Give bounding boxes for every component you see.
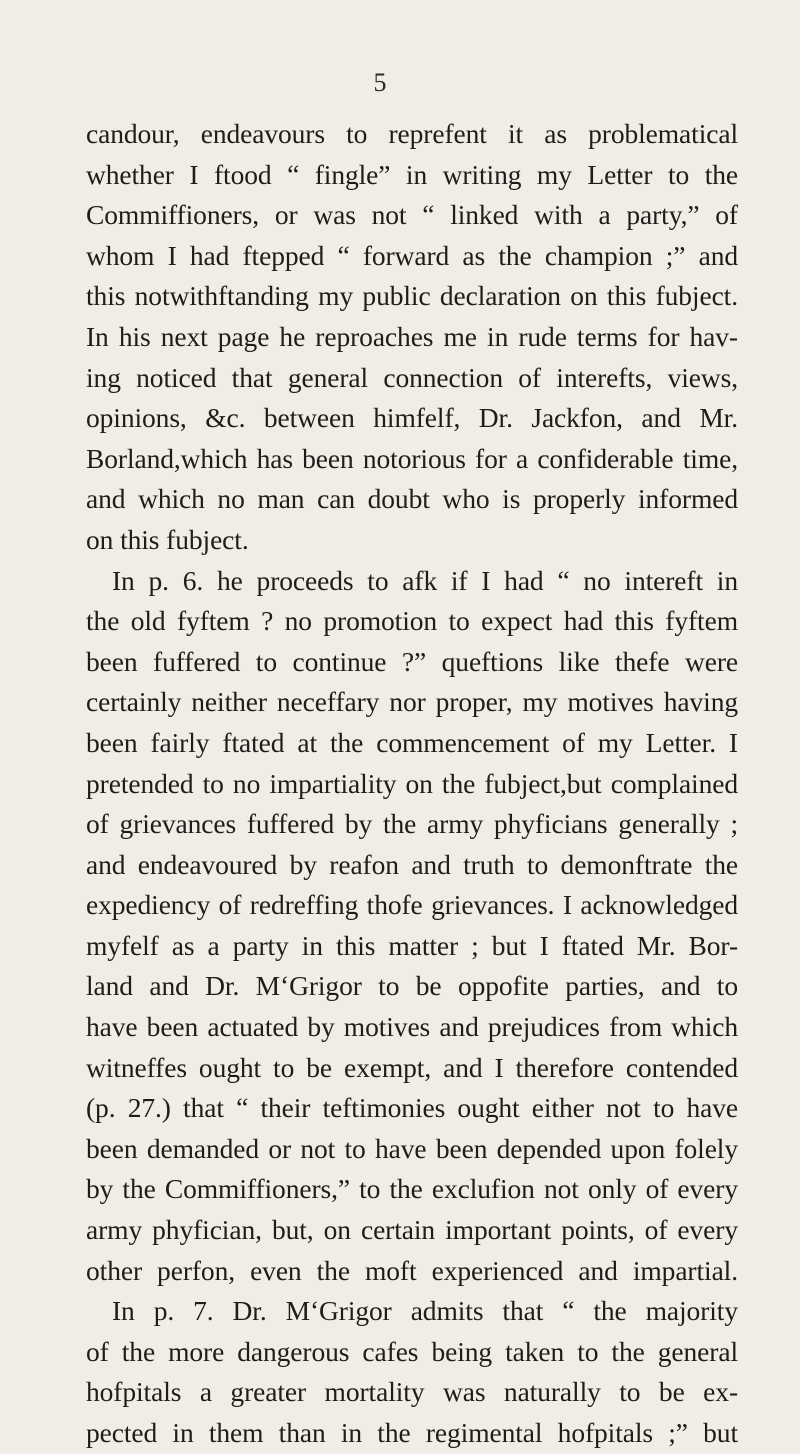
text-line: whom I had ftepped “ forward as the champion ;” and	[86, 239, 738, 271]
text-line: army phyfician, but, on certain important points, of every	[86, 1214, 738, 1246]
body-text	[86, 114, 738, 1454]
text-line: hofpitals a greater mortality was naturally to be ex-	[86, 1376, 738, 1408]
text-line: myfelf as a party in this matter ; but I ftated Mr. Bor-	[86, 929, 738, 961]
text-line: In p. 7. Dr. M‘Grigor admits that “ the majority	[112, 1295, 738, 1327]
text-line: expediency of redreffing thofe grievances. I acknowledged	[86, 889, 738, 921]
text-line: have been actuated by motives and prejudices from which	[86, 1011, 738, 1043]
text-line: the old fyftem ? no promotion to expect had this fyftem	[86, 605, 738, 637]
text-line: of the more dangerous cafes being taken to the general	[86, 1335, 738, 1367]
text-line: Borland,which has been notorious for a confiderable time,	[86, 442, 738, 474]
text-line: and which no man can doubt who is properly informed	[86, 483, 738, 515]
text-line: opinions, &c. between himfelf, Dr. Jackfon, and Mr.	[86, 402, 738, 434]
text-line: In his next page he reproaches me in rude terms for hav-	[86, 320, 738, 352]
text-line: of grievances fuffered by the army phyficians generally ;	[86, 808, 738, 840]
text-line: pretended to no impartiality on the fubject,but complained	[86, 767, 738, 799]
text-line: ing noticed that general connection of interefts, views,	[86, 361, 738, 393]
text-line: been demanded or not to have been depended upon folely	[86, 1132, 738, 1164]
text-line: other perfon, even the moft experienced and impartial.	[86, 1254, 738, 1286]
text-line: and endeavoured by reafon and truth to demonftrate the	[86, 848, 738, 880]
text-line: been fairly ftated at the commencement of my Letter. I	[86, 726, 738, 758]
text-line: by the Commiffioners,” to the exclufion not only of every	[86, 1173, 738, 1205]
text-line: whether I ftood “ fingle” in writing my Letter to the	[86, 158, 738, 190]
text-line: certainly neither neceffary nor proper, my motives having	[86, 686, 738, 718]
text-line: Commiffioners, or was not “ linked with a party,” of	[86, 199, 738, 231]
text-line: land and Dr. M‘Grigor to be oppofite parties, and to	[86, 970, 738, 1002]
text-line: witneffes ought to be exempt, and I therefore contended	[86, 1051, 738, 1083]
text-line: (p. 27.) that “ their teftimonies ought either not to have	[86, 1092, 738, 1124]
text-line: this notwithftanding my public declaration on this fubject.	[86, 280, 738, 312]
text-line: been fuffered to continue ?” queftions like thefe were	[86, 645, 738, 677]
page-number: 5	[373, 68, 387, 97]
text-line: In p. 6. he proceeds to afk if I had “ no intereft in	[112, 564, 738, 596]
text-line: on this fubject.	[86, 523, 249, 555]
text-line: candour, endeavours to reprefent it as problematical	[86, 118, 738, 149]
text-line: pected in them than in the regimental hofpitals ;” but	[86, 1417, 738, 1448]
